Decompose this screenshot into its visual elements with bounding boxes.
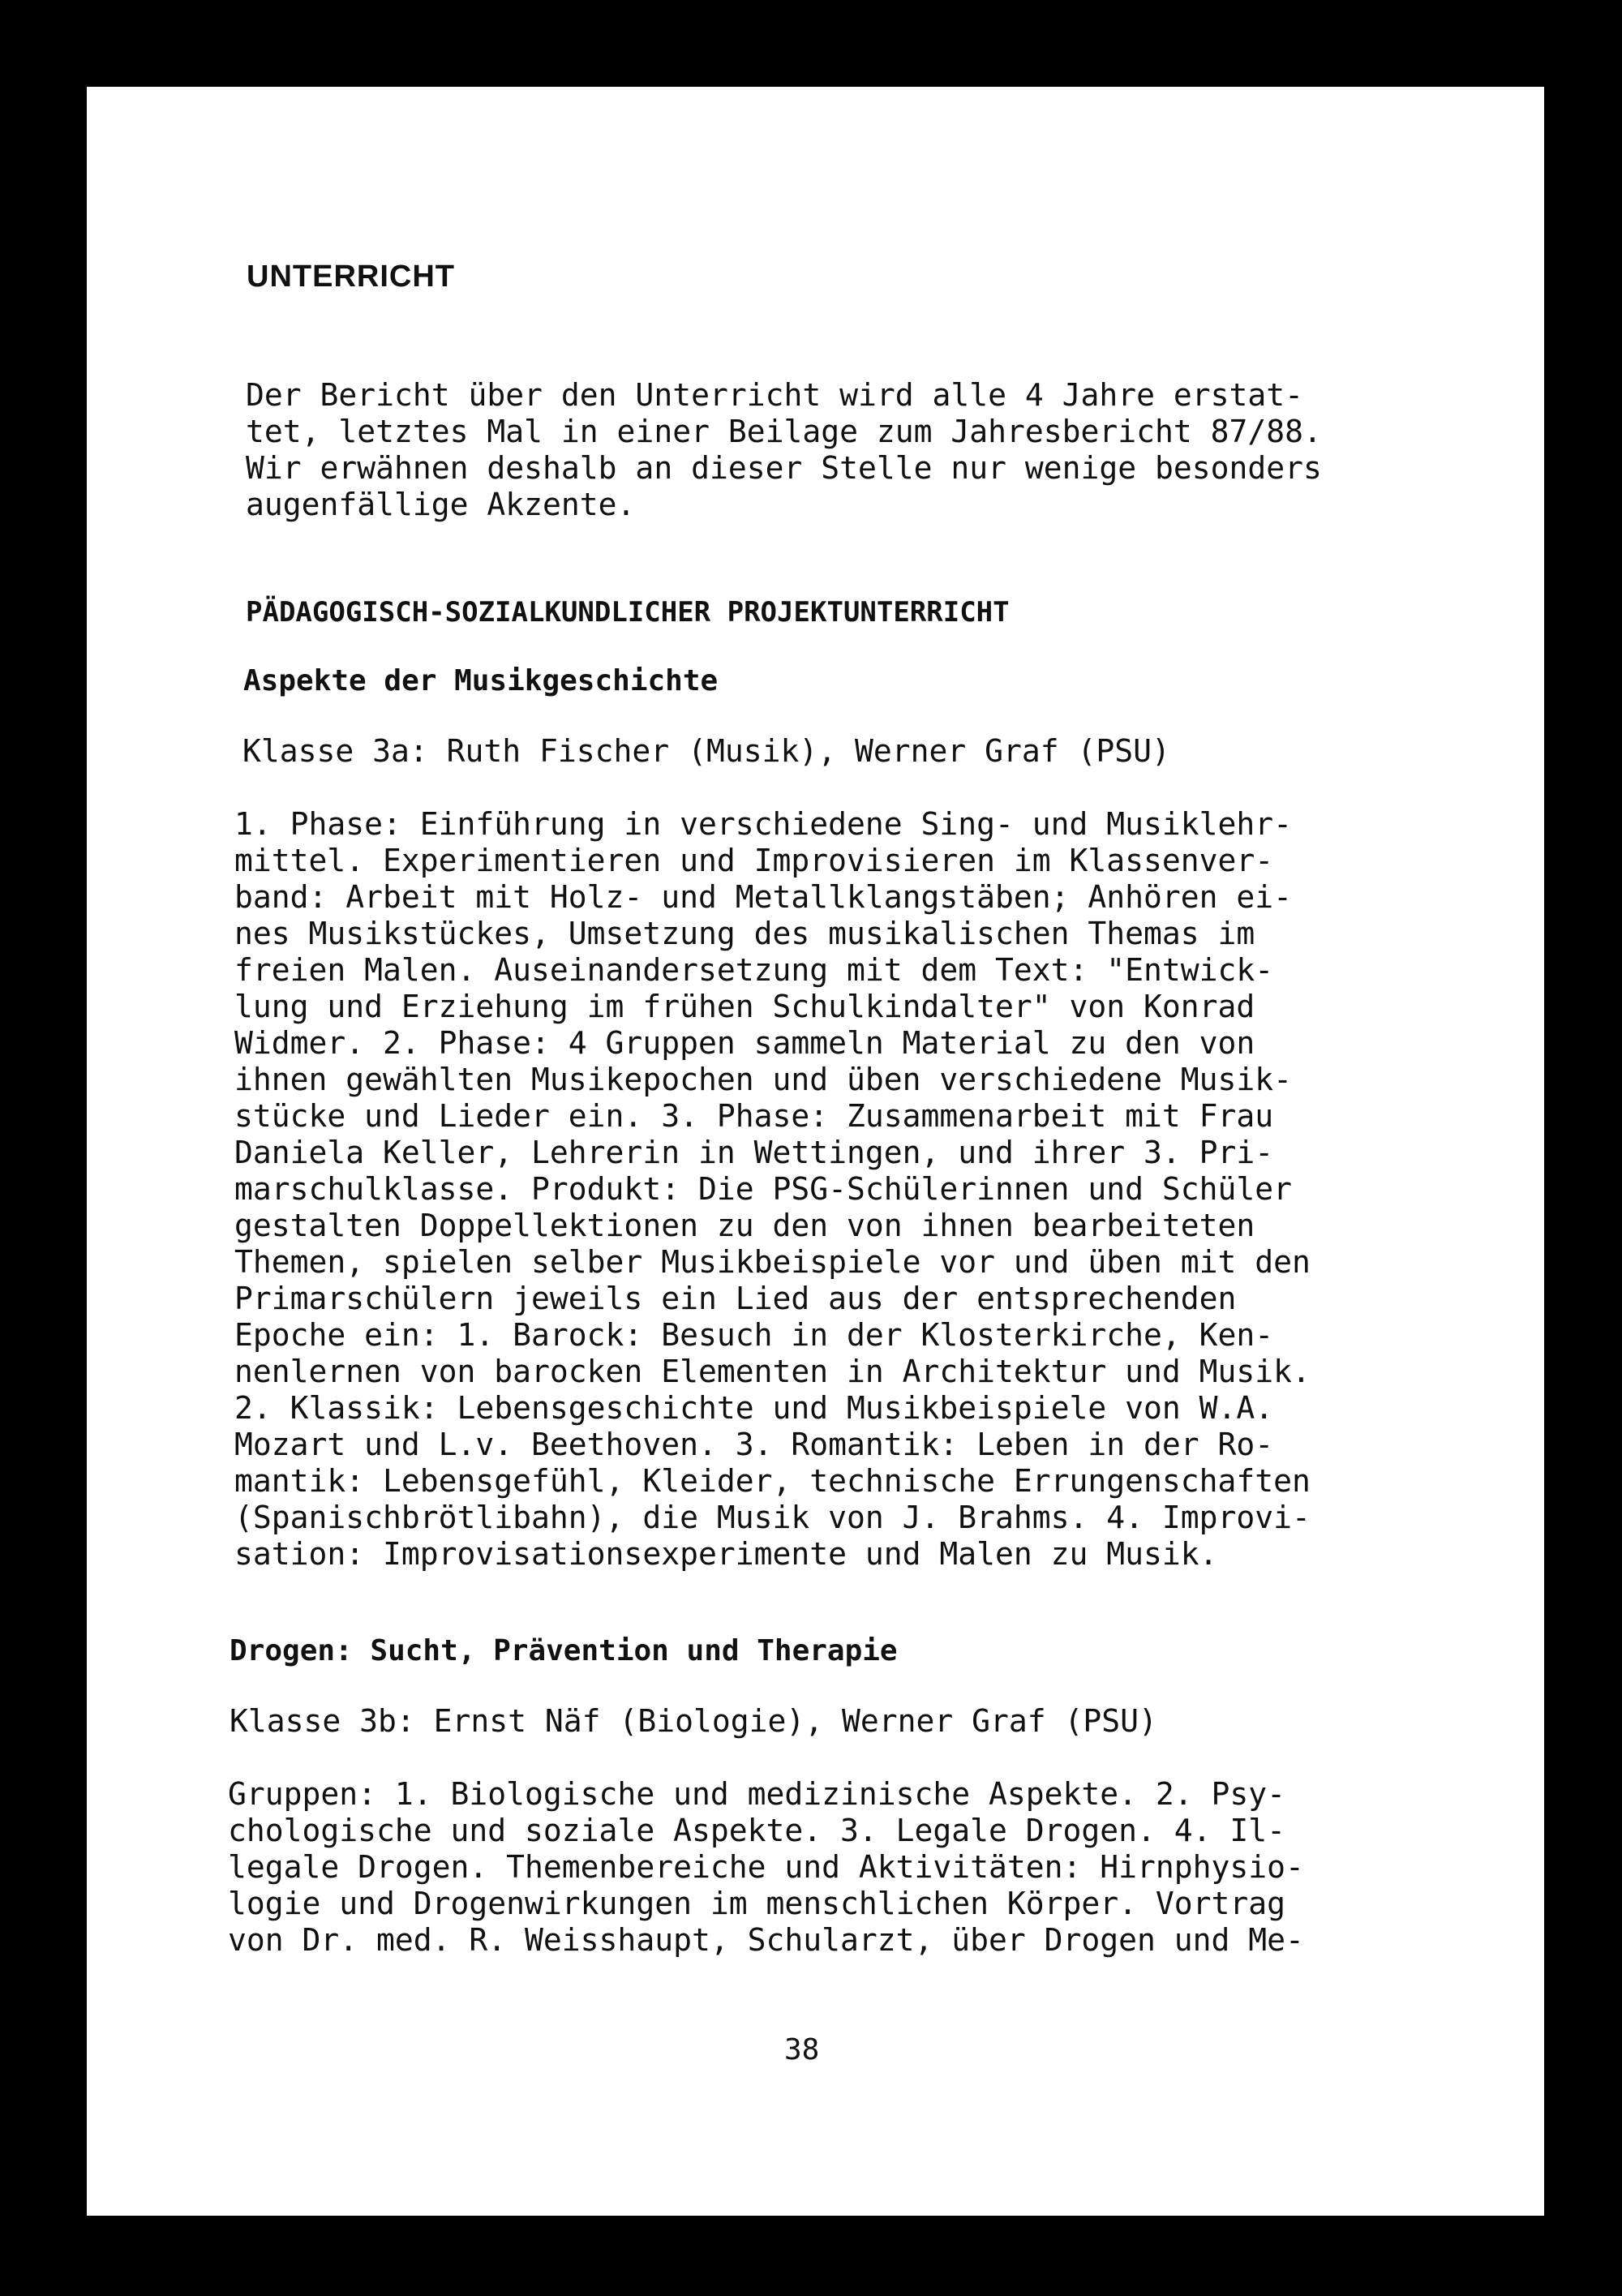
body-line: mittel. Experimentieren und Improvisieren im Klassenver- <box>234 843 1274 878</box>
body-line: band: Arbeit mit Holz- und Metallklangstäben; Anhören ei- <box>234 879 1293 915</box>
page-title: UNTERRICHT <box>247 260 455 294</box>
page-number: 38 <box>784 2033 820 2066</box>
body-line: (Spanischbrötlibahn), die Musik von J. Brahms. 4. Improvi- <box>234 1500 1311 1535</box>
project-title: Aspekte der Musikgeschichte <box>243 664 719 697</box>
intro-line: Wir erwähnen deshalb an dieser Stelle nur wenige besonders <box>246 450 1322 486</box>
body-line: mantik: Lebensgefühl, Kleider, technische Errungenschaften <box>234 1463 1311 1499</box>
body-line: Daniela Keller, Lehrerin in Wettingen, und ihrer 3. Pri- <box>234 1135 1274 1170</box>
body-line: sation: Improvisationsexperimente und Malen zu Musik. <box>234 1536 1218 1572</box>
body-line: von Dr. med. R. Weisshaupt, Schularzt, über Drogen und Me- <box>228 1922 1304 1958</box>
body-line: lung und Erziehung im frühen Schulkindalter" von Konrad <box>234 989 1255 1024</box>
body-line: Mozart und L.v. Beethoven. 3. Romantik: Leben in der Ro- <box>234 1427 1274 1462</box>
project-class-line: Klasse 3a: Ruth Fischer (Musik), Werner Graf (PSU) <box>242 733 1170 769</box>
body-line: nenlernen von barocken Elementen in Architektur und Musik. <box>234 1354 1311 1389</box>
body-line: ihnen gewählten Musikepochen und üben verschiedene Musik- <box>234 1062 1293 1097</box>
body-line: freien Malen. Auseinandersetzung mit dem Text: "Entwick- <box>234 952 1274 988</box>
body-line: Themen, spielen selber Musikbeispiele vor und üben mit den <box>234 1244 1311 1280</box>
intro-line: augenfällige Akzente. <box>246 487 636 522</box>
intro-line: tet, letztes Mal in einer Beilage zum Jahresbericht 87/88. <box>246 414 1322 449</box>
intro-line: Der Bericht über den Unterricht wird alle 4 Jahre erstat- <box>246 377 1304 413</box>
body-line: 1. Phase: Einführung in verschiedene Sing- und Musiklehr- <box>234 806 1293 842</box>
body-line: Epoche ein: 1. Barock: Besuch in der Klosterkirche, Ken- <box>234 1317 1274 1353</box>
intro-paragraph <box>246 377 1412 523</box>
section-heading: PÄDAGOGISCH-SOZIALKUNDLICHER PROJEKTUNTERRICHT <box>246 596 1010 629</box>
body-line: Gruppen: 1. Biologische und medizinische Aspekte. 2. Psy- <box>228 1776 1286 1812</box>
body-line: Widmer. 2. Phase: 4 Gruppen sammeln Material zu den von <box>234 1025 1255 1061</box>
body-line: gestalten Doppellektionen zu den von ihnen bearbeiteten <box>234 1208 1255 1243</box>
body-line: nes Musikstückes, Umsetzung des musikalischen Themas im <box>234 916 1255 951</box>
body-line: legale Drogen. Themenbereiche und Aktivitäten: Hirnphysio- <box>228 1849 1304 1885</box>
project-body <box>234 806 1407 1573</box>
project-body <box>228 1776 1402 1959</box>
body-line: Primarschülern jeweils ein Lied aus der entsprechenden <box>234 1281 1237 1316</box>
body-line: chologische und soziale Aspekte. 3. Legale Drogen. 4. Il- <box>228 1813 1286 1848</box>
body-line: 2. Klassik: Lebensgeschichte und Musikbeispiele von W.A. <box>234 1390 1274 1426</box>
body-line: stücke und Lieder ein. 3. Phase: Zusammenarbeit mit Frau <box>234 1098 1274 1134</box>
document-page <box>87 87 1544 2216</box>
body-line: logie und Drogenwirkungen im menschlichen Körper. Vortrag <box>228 1886 1286 1921</box>
body-line: marschulklasse. Produkt: Die PSG-Schülerinnen und Schüler <box>234 1171 1293 1207</box>
project-title: Drogen: Sucht, Prävention und Therapie <box>230 1634 898 1667</box>
project-class-line: Klasse 3b: Ernst Näf (Biologie), Werner Graf (PSU) <box>230 1703 1157 1739</box>
